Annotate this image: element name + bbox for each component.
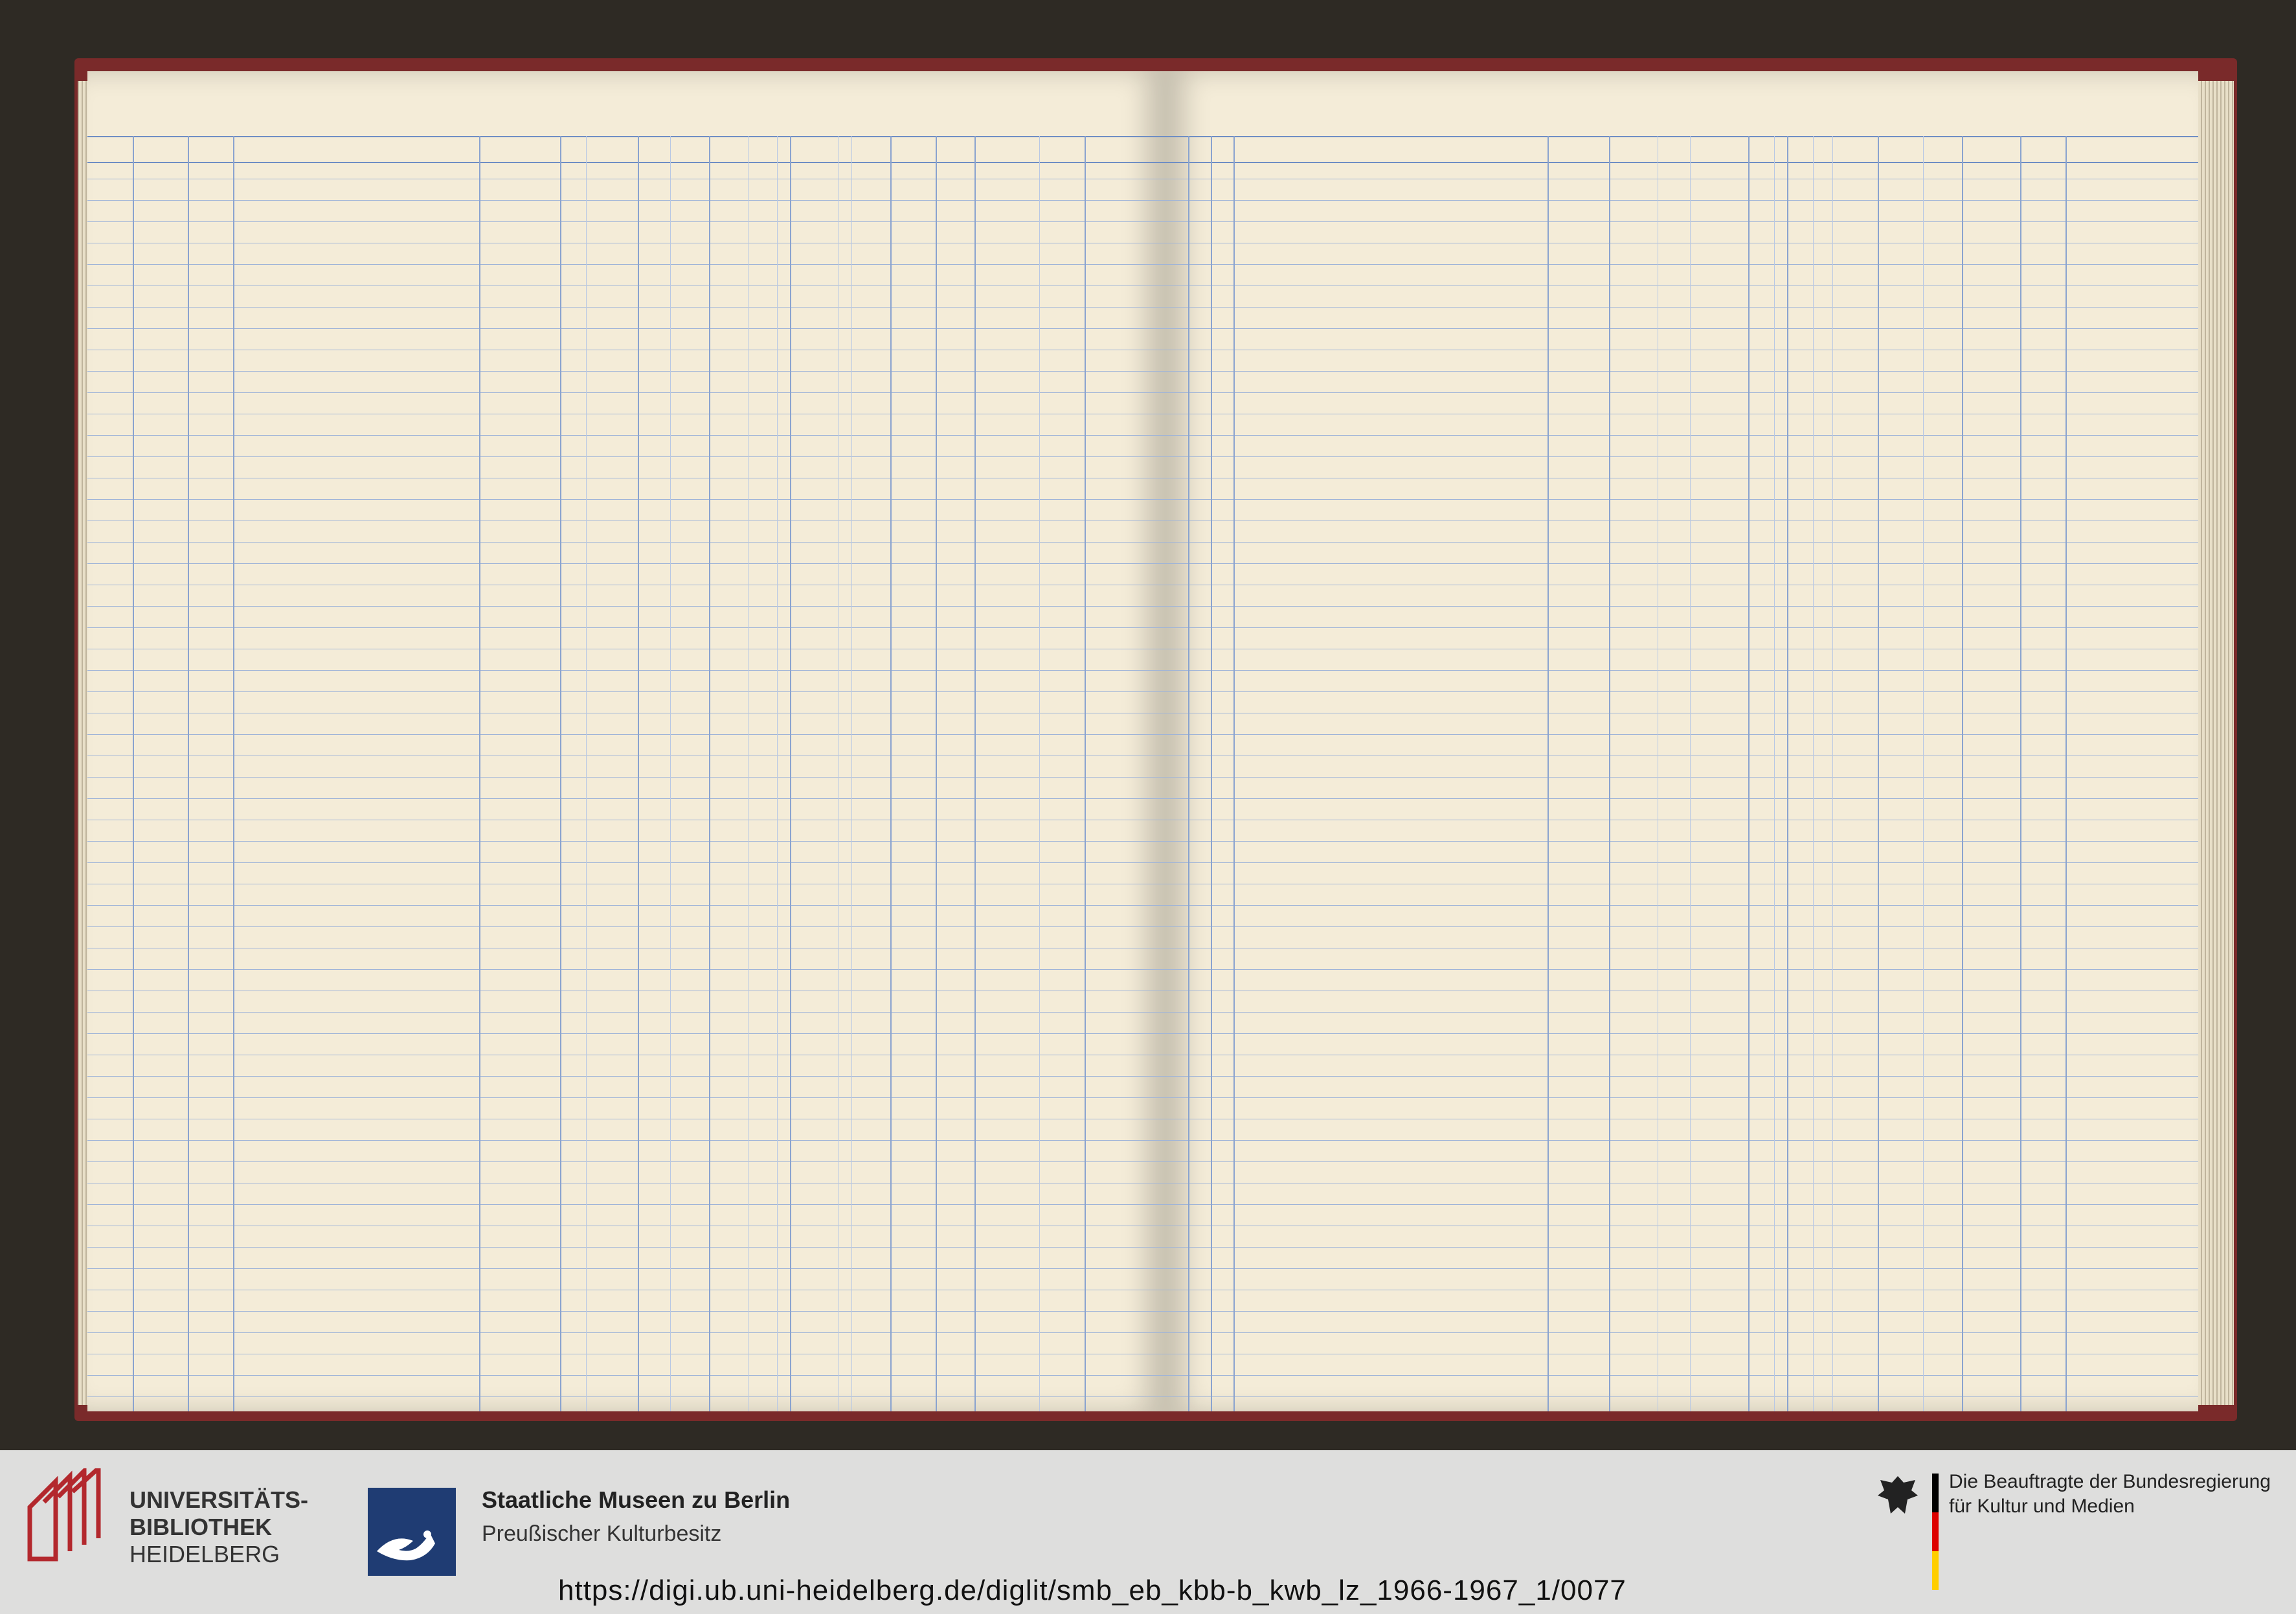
flag-stripe-gold — [1932, 1551, 1939, 1590]
column-rule — [1962, 136, 1963, 1411]
column-rule — [1233, 136, 1235, 1411]
column-rule — [1813, 136, 1814, 1411]
ledger-line — [1165, 1332, 2198, 1333]
bkm-line-1: Die Beauftragte der Bundesregierung — [1949, 1471, 2271, 1492]
ledger-line — [87, 969, 1165, 970]
left-ledger-page — [87, 71, 1165, 1411]
column-rule — [2020, 136, 2021, 1411]
bkm-line-2: für Kultur und Medien — [1949, 1496, 2135, 1517]
ledger-line — [1165, 1268, 2198, 1269]
ledger-line — [1165, 1375, 2198, 1376]
ledger-line — [1165, 926, 2198, 927]
ledger-line — [1165, 734, 2198, 735]
column-rule — [974, 136, 976, 1411]
column-rule — [2065, 136, 2067, 1411]
ledger-line — [1165, 670, 2198, 671]
ledger-line — [87, 862, 1165, 863]
column-rule — [790, 136, 791, 1411]
ledger-line — [87, 563, 1165, 564]
ledger-line — [1165, 499, 2198, 500]
ledger-line — [1165, 435, 2198, 436]
column-rule — [709, 136, 710, 1411]
ledger-line — [87, 777, 1165, 778]
column-rule — [479, 136, 480, 1411]
ledger-line — [87, 1268, 1165, 1269]
ledger-line — [1165, 542, 2198, 543]
ledger-line — [1165, 1012, 2198, 1013]
ub-line-2: BIBLIOTHEK — [129, 1514, 272, 1540]
column-rule — [1748, 136, 1750, 1411]
ledger-line — [87, 200, 1165, 201]
flag-stripe-black — [1932, 1474, 1939, 1512]
ledger-line — [1165, 606, 2198, 607]
ledger-line — [1165, 264, 2198, 265]
ledger-line — [87, 905, 1165, 906]
ledger-line — [87, 499, 1165, 500]
column-rule — [233, 136, 234, 1411]
column-rule — [560, 136, 561, 1411]
ledger-line — [87, 542, 1165, 543]
permalink-url[interactable]: https://digi.ub.uni-heidelberg.de/diglit/smb_eb_kbb-b_kwb_lz_1966-1967_1/0077 — [558, 1575, 1626, 1606]
ledger-line — [1165, 563, 2198, 564]
ledger-line — [87, 264, 1165, 265]
column-rule — [838, 136, 839, 1411]
ledger-line — [1165, 798, 2198, 799]
ledger-line — [87, 1375, 1165, 1376]
column-rule — [1609, 136, 1610, 1411]
column-rule — [1787, 136, 1788, 1411]
column-rule — [777, 136, 778, 1411]
column-rule — [133, 136, 134, 1411]
smb-eagle-logo-icon — [368, 1488, 456, 1576]
ledger-line — [87, 1396, 1165, 1397]
ub-line-1: UNIVERSITÄTS- — [129, 1486, 309, 1513]
ledger-line — [87, 392, 1165, 393]
footer-bar — [0, 1450, 2296, 1614]
ledger-line — [87, 1097, 1165, 1098]
column-rule — [1039, 136, 1040, 1411]
ledger-line — [1165, 200, 2198, 201]
ledger-line — [1165, 1311, 2198, 1312]
column-rule — [586, 136, 587, 1411]
column-rule — [670, 136, 671, 1411]
ledger-line — [87, 221, 1165, 222]
ledger-header-rule — [1165, 162, 2198, 163]
ub-line-3: HEIDELBERG — [129, 1541, 280, 1567]
ledger-line — [87, 841, 1165, 842]
ledger-line — [1165, 1247, 2198, 1248]
ledger-line — [1165, 392, 2198, 393]
column-rule — [1690, 136, 1691, 1411]
federal-eagle-icon — [1875, 1474, 1920, 1520]
ledger-line — [1165, 1396, 2198, 1397]
column-rule — [1211, 136, 1212, 1411]
ledger-line — [87, 1033, 1165, 1034]
column-rule — [188, 136, 189, 1411]
column-rule — [890, 136, 892, 1411]
ledger-line — [1165, 969, 2198, 970]
ledger-top-rule — [87, 136, 1165, 137]
ledger-line — [87, 1204, 1165, 1205]
ledger-line — [1165, 1140, 2198, 1141]
ledger-line — [87, 1247, 1165, 1248]
ledger-line — [1165, 1097, 2198, 1098]
ledger-top-rule — [1165, 136, 2198, 137]
ledger-line — [87, 1161, 1165, 1162]
ledger-line — [1165, 905, 2198, 906]
column-rule — [1548, 136, 1549, 1411]
right-ledger-page — [1165, 71, 2198, 1411]
right-page-stack — [2198, 81, 2234, 1405]
column-rule — [851, 136, 852, 1411]
ledger-line — [1165, 1204, 2198, 1205]
ledger-line — [87, 1332, 1165, 1333]
ledger-line — [1165, 841, 2198, 842]
ledger-line — [1165, 328, 2198, 329]
ledger-line — [87, 606, 1165, 607]
ledger-line — [1165, 777, 2198, 778]
ledger-line — [87, 798, 1165, 799]
ledger-line — [87, 1311, 1165, 1312]
ledger-line — [1165, 1161, 2198, 1162]
flag-stripe-red — [1932, 1512, 1939, 1551]
column-rule — [1188, 136, 1189, 1411]
ledger-line — [1165, 456, 2198, 457]
column-rule — [1923, 136, 1924, 1411]
ledger-line — [87, 1012, 1165, 1013]
ledger-line — [87, 670, 1165, 671]
ledger-line — [87, 926, 1165, 927]
smb-subtitle: Preußischer Kulturbesitz — [482, 1521, 722, 1546]
ledger-line — [1165, 307, 2198, 308]
ledger-line — [1165, 1076, 2198, 1077]
ledger-line — [87, 456, 1165, 457]
ledger-line — [87, 371, 1165, 372]
column-rule — [1878, 136, 1879, 1411]
ledger-line — [1165, 627, 2198, 628]
ledger-line — [1165, 691, 2198, 692]
ledger-line — [87, 734, 1165, 735]
column-rule — [936, 136, 937, 1411]
column-rule — [1085, 136, 1086, 1411]
ledger-line — [1165, 862, 2198, 863]
ub-heidelberg-logo-icon — [25, 1468, 115, 1565]
ledger-line — [87, 1076, 1165, 1077]
ledger-line — [1165, 371, 2198, 372]
column-rule — [1832, 136, 1833, 1411]
ledger-line — [1165, 1033, 2198, 1034]
column-rule — [638, 136, 639, 1411]
ledger-line — [87, 328, 1165, 329]
smb-title: Staatliche Museen zu Berlin — [482, 1486, 791, 1513]
ledger-line — [87, 435, 1165, 436]
ledger-line — [87, 307, 1165, 308]
ledger-line — [87, 1140, 1165, 1141]
ledger-line — [1165, 221, 2198, 222]
ledger-header-rule — [87, 162, 1165, 163]
column-rule — [1774, 136, 1775, 1411]
ledger-line — [87, 627, 1165, 628]
ledger-line — [87, 691, 1165, 692]
